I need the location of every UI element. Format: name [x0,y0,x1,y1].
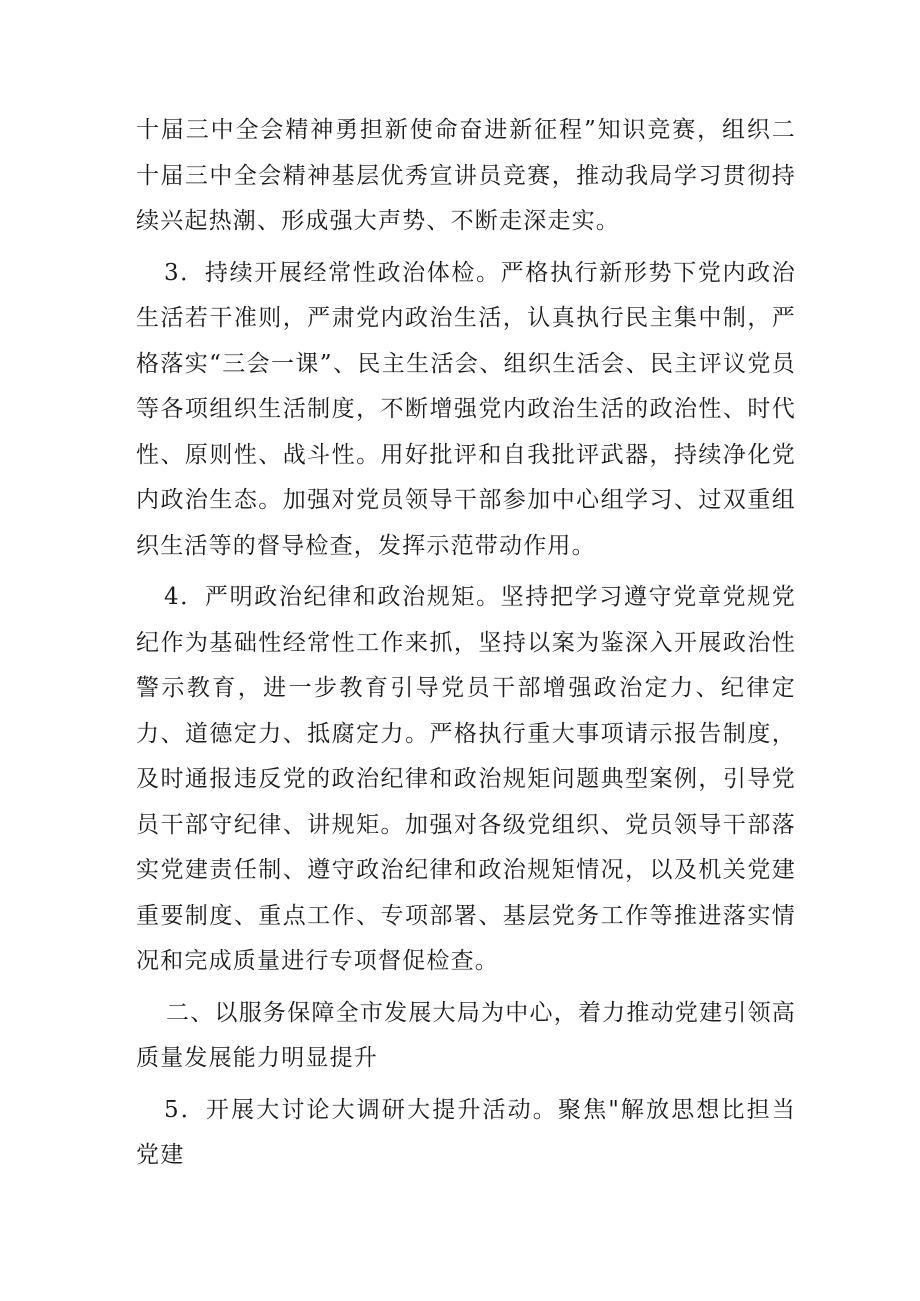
paragraph-item-4: 4．严明政治纪律和政治规矩。坚持把学习遵守党章党规党纪作为基础性经常性工作来抓，坚持以案为鉴深入开展政治性警示教育，进一步教育引导党员干部增强政治定力、纪律定力、道德定力、抵腐定力。严格执行重大事项请示报告制度，及时通报违反党的政治纪律和政治规矩问题典型案例，引导党员干部守纪律、讲规矩。加强对各级党组织、党员领导干部落实党建责任制、遵守政治纪律和政治规矩情况，以及机关党建重要制度、重点工作、专项部署、基层党务工作等推进落实情况和完成质量进行专项督促检查。 [136,584,796,974]
paragraph-item-5: 5．开展大讨论大调研大提升活动。聚焦"解放思想比担当党建 [136,1096,796,1168]
paragraph-item-3: 3．持续开展经常性政治体检。严格执行新形势下党内政治生活若干准则，严肃党内政治生活，认真执行民主集中制，严格落实“三会一课”、民主生活会、组织生活会、民主评议党员等各项组织生活制度，不断增强党内政治生活的政治性、时代性、原则性、战斗性。用好批评和自我批评武器，持续净化党内政治生态。加强对党员领导干部参加中心组学习、过双重组织生活等的督导检查，发挥示范带动作用。 [136,259,796,559]
paragraph-continuation: 十届三中全会精神勇担新使命奋进新征程”知识竞赛，组织二十届三中全会精神基层优秀宣讲员竞赛，推动我局学习贯彻持续兴起热潮、形成强大声势、不断走深走实。 [136,117,796,234]
document-body [136,108,796,1185]
section-heading-2: 二、以服务保障全市发展大局为中心，着力推动党建引领高质量发展能力明显提升 [136,999,796,1071]
